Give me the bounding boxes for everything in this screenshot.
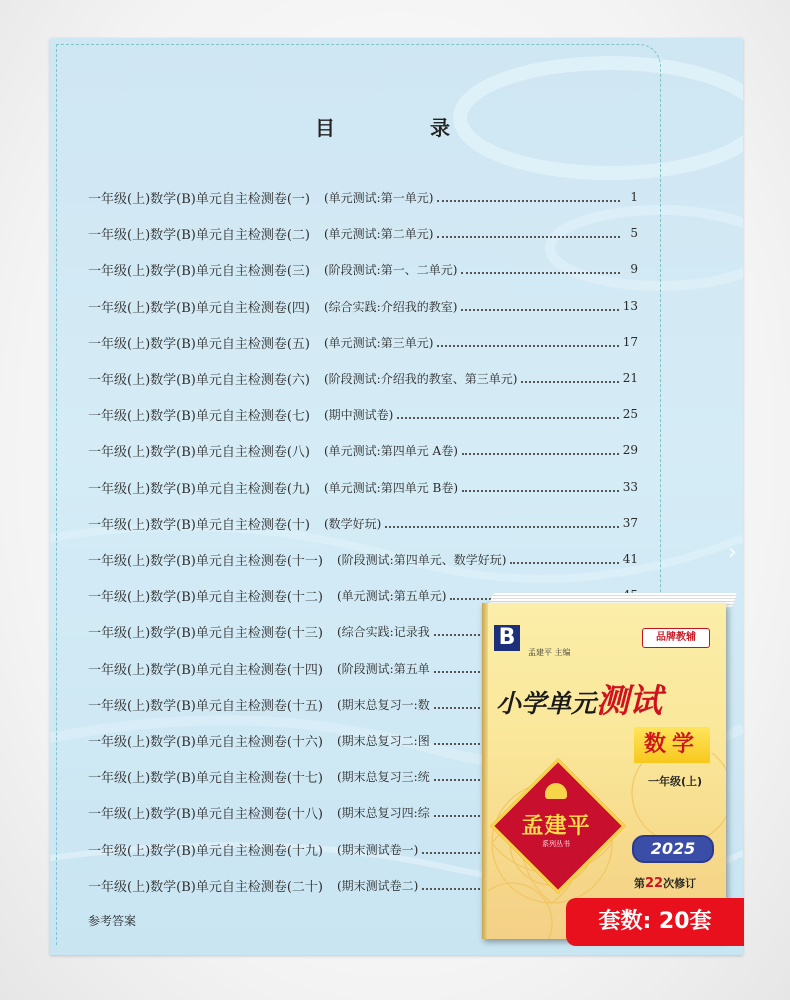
- toc-entry-desc: (期末总复习二:图: [336, 733, 430, 748]
- toc-entry-desc: (综合实践:介绍我的教室): [323, 299, 458, 314]
- toc-entry-desc: (阶段测试:介绍我的教室、第三单元): [323, 371, 518, 386]
- toc-entry-title: 一年级(上)数学(B)单元自主检测卷(十六): [88, 734, 323, 750]
- toc-row: [88, 295, 638, 317]
- toc-entry-desc: (期末测试卷二): [336, 878, 419, 893]
- toc-page-number: 21: [622, 371, 638, 385]
- series-emblem-icon: [545, 783, 567, 799]
- toc-entry-title: 一年级(上)数学(B)单元自主检测卷(二十): [88, 879, 323, 895]
- toc-entry-title: 一年级(上)数学(B)单元自主检测卷(十四): [88, 662, 323, 678]
- toc-leader-dots: [462, 489, 619, 492]
- toc-leader-dots: [397, 416, 618, 419]
- toc-entry-title: 一年级(上)数学(B)单元自主检测卷(十八): [88, 806, 323, 822]
- toc-entry-desc: (单元测试:第五单元): [336, 588, 447, 603]
- cover-title-part1: 小学单元: [496, 689, 597, 718]
- toc-entry-title: 一年级(上)数学(B)单元自主检测卷(十五): [88, 698, 323, 714]
- toc-leader-dots: [385, 525, 618, 528]
- toc-page-number: 9: [630, 262, 638, 276]
- toc-row: [88, 439, 638, 461]
- toc-entry-desc: (单元测试:第四单元 B卷): [323, 480, 459, 495]
- revision-prefix: 第: [634, 877, 645, 890]
- toc-entry-desc: (单元测试:第四单元 A卷): [323, 443, 458, 458]
- revision-label: [634, 875, 696, 891]
- cover-title: [496, 675, 662, 722]
- toc-entry-title: 一年级(上)数学(B)单元自主检测卷(十七): [88, 770, 323, 786]
- answers-label: 参考答案: [88, 914, 137, 928]
- editor-label: 孟建平 主编: [528, 648, 571, 657]
- toc-page-number: 1: [630, 190, 638, 204]
- toc-row: [88, 258, 638, 280]
- toc-page-number: 37: [622, 516, 638, 530]
- toc-entry-desc: (单元测试:第三单元): [323, 335, 434, 350]
- toc-entry-desc: (阶段测试:第四单元、数学好玩): [336, 552, 507, 567]
- page-title: 目 录: [315, 116, 494, 140]
- toc-row: [88, 331, 638, 353]
- set-count-badge: 套数: 20套: [566, 898, 744, 946]
- toc-page-number: 13: [622, 299, 638, 313]
- toc-entry-title: 一年级(上)数学(B)单元自主检测卷(七): [88, 408, 310, 424]
- toc-row: [88, 403, 638, 425]
- revision-number: 22: [645, 876, 664, 891]
- book-cover: [482, 593, 732, 939]
- toc-leader-dots: [437, 235, 620, 238]
- b-logo: B: [494, 625, 520, 651]
- toc-row: [88, 476, 638, 498]
- toc-entry-title: 一年级(上)数学(B)单元自主检测卷(三): [88, 263, 310, 279]
- toc-row: [88, 222, 638, 244]
- toc-entry-desc: (综合实践:记录我: [336, 624, 430, 639]
- subject-label: 数学: [634, 727, 710, 763]
- toc-row: [88, 548, 638, 570]
- toc-row: [88, 186, 638, 208]
- toc-entry-title: 一年级(上)数学(B)单元自主检测卷(二): [88, 227, 310, 243]
- toc-entry-desc: (阶段测试:第五单: [336, 661, 430, 676]
- brand-badge: 品牌教辅: [642, 628, 710, 648]
- revision-suffix: 次修订: [663, 877, 697, 890]
- toc-entry-desc: (单元测试:第二单元): [323, 226, 434, 241]
- cover-front: [482, 603, 726, 939]
- toc-page-number: 29: [622, 443, 638, 457]
- toc-leader-dots: [437, 199, 620, 202]
- toc-leader-dots: [521, 380, 618, 383]
- toc-page-number: 33: [622, 480, 638, 494]
- toc-leader-dots: [510, 561, 618, 564]
- toc-page-number: 17: [622, 335, 638, 349]
- chevron-right-icon: ›: [728, 540, 737, 565]
- toc-leader-dots: [461, 271, 620, 274]
- toc-entry-title: 一年级(上)数学(B)单元自主检测卷(十九): [88, 843, 323, 859]
- year-badge: 2025: [632, 835, 714, 863]
- toc-entry-title: 一年级(上)数学(B)单元自主检测卷(六): [88, 372, 310, 388]
- toc-entry-desc: (期末测试卷一): [336, 842, 419, 857]
- toc-row: [88, 367, 638, 389]
- toc-entry-title: 一年级(上)数学(B)单元自主检测卷(十): [88, 517, 310, 533]
- toc-entry-title: 一年级(上)数学(B)单元自主检测卷(十一): [88, 553, 323, 569]
- series-subtitle: 系列丛书: [542, 840, 570, 848]
- toc-entry-desc: (期中测试卷): [323, 407, 394, 422]
- toc-entry-desc: (期末总复习三:统: [336, 769, 430, 784]
- toc-leader-dots: [462, 452, 619, 455]
- toc-row: [88, 512, 638, 534]
- toc-entry-desc: (期末总复习四:综: [336, 805, 430, 820]
- toc-entry-desc: (阶段测试:第一、二单元): [323, 262, 458, 277]
- toc-entry-title: 一年级(上)数学(B)单元自主检测卷(八): [88, 444, 310, 460]
- toc-page-number: 41: [622, 552, 638, 566]
- toc-entry-title: 一年级(上)数学(B)单元自主检测卷(九): [88, 481, 310, 497]
- toc-entry-title: 一年级(上)数学(B)单元自主检测卷(十二): [88, 589, 323, 605]
- cover-title-part2: 测试: [596, 681, 663, 720]
- toc-entry-title: 一年级(上)数学(B)单元自主检测卷(一): [88, 191, 310, 207]
- series-name: 孟建平: [521, 814, 591, 839]
- toc-entry-desc: (单元测试:第一单元): [323, 190, 434, 205]
- toc-entry-title: 一年级(上)数学(B)单元自主检测卷(四): [88, 300, 310, 316]
- grade-label: 一年级(上): [647, 775, 703, 788]
- toc-entry-desc: (数学好玩): [323, 516, 382, 531]
- toc-leader-dots: [461, 308, 618, 311]
- toc-entry-desc: (期末总复习一:数: [336, 697, 430, 712]
- book-spine: [482, 603, 488, 939]
- toc-leader-dots: [437, 344, 618, 347]
- toc-entry-title: 一年级(上)数学(B)单元自主检测卷(五): [88, 336, 310, 352]
- toc-page-number: 25: [622, 407, 638, 421]
- toc-entry-title: 一年级(上)数学(B)单元自主检测卷(十三): [88, 625, 323, 641]
- toc-page-number: 5: [630, 226, 638, 240]
